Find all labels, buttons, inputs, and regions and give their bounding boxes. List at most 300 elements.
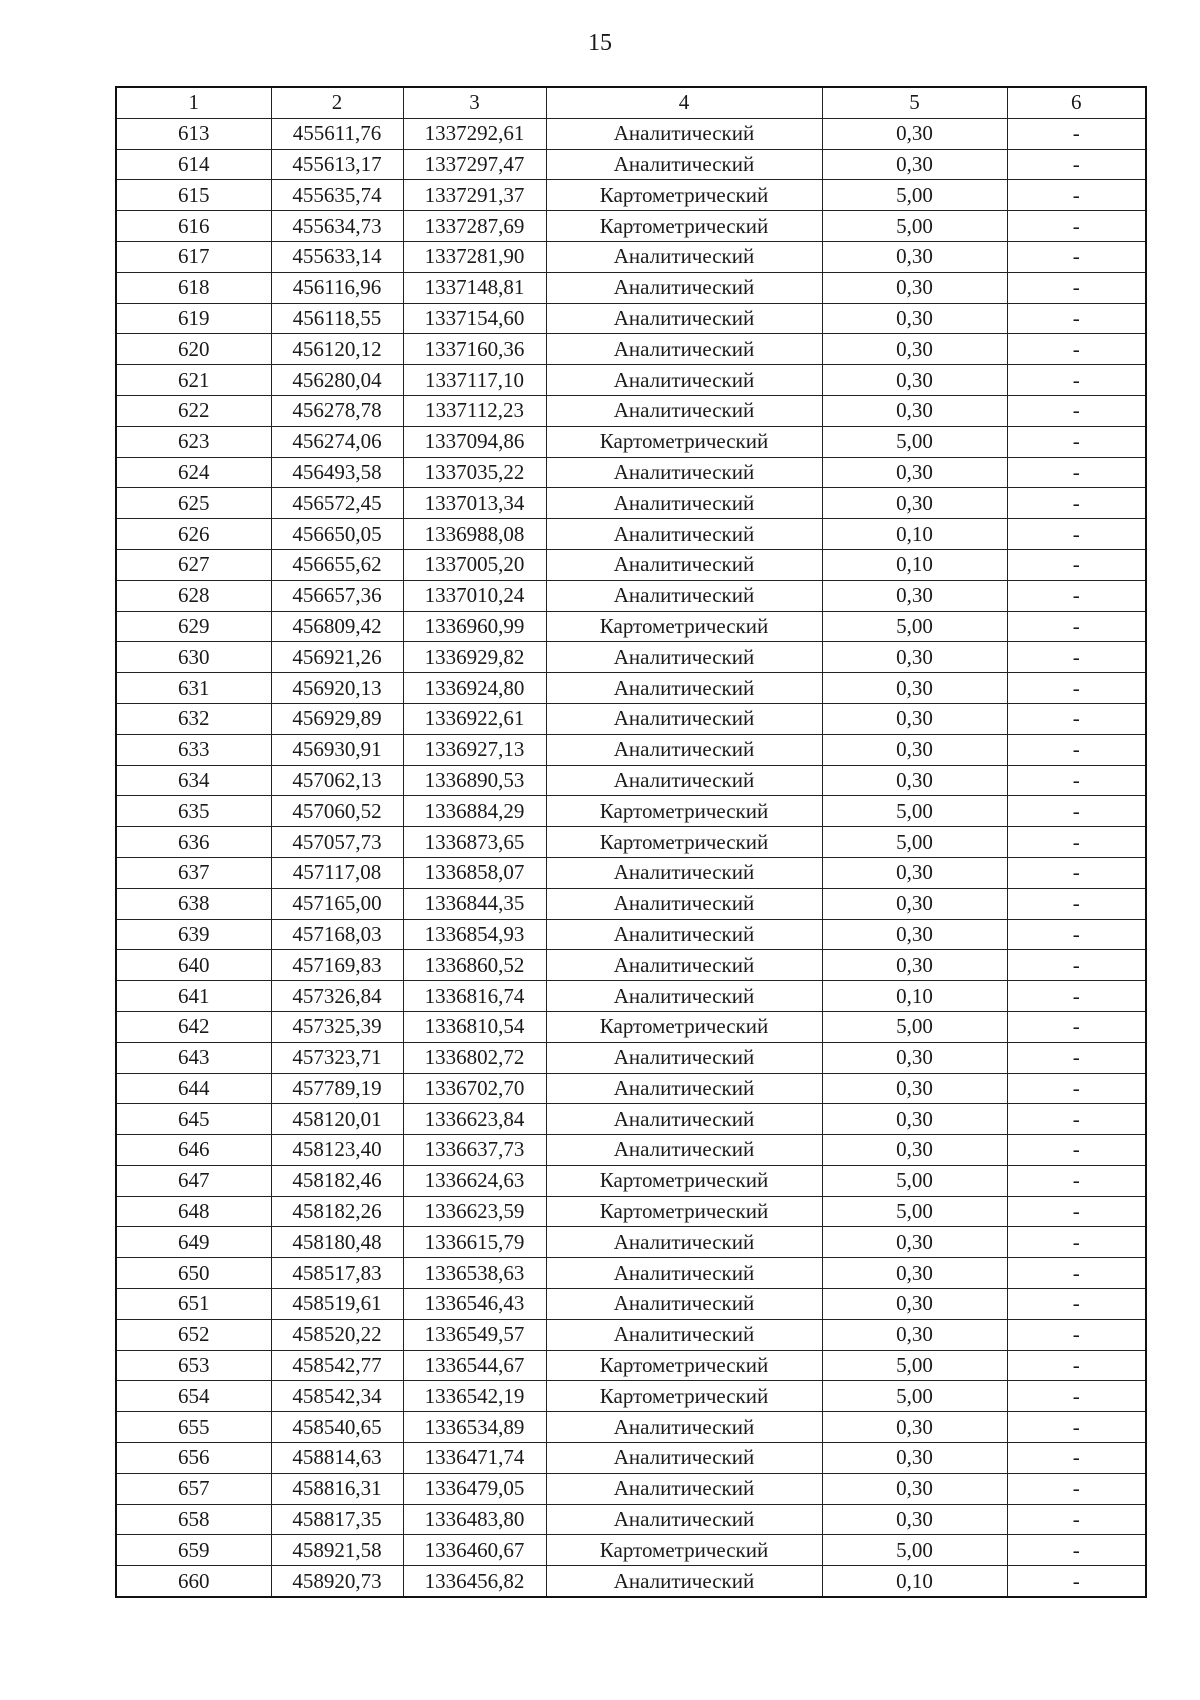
cell-note: - [1007, 211, 1146, 242]
cell-accuracy: 0,30 [822, 334, 1007, 365]
cell-accuracy: 5,00 [822, 1011, 1007, 1042]
cell-note: - [1007, 365, 1146, 396]
cell-note: - [1007, 519, 1146, 550]
cell-note: - [1007, 488, 1146, 519]
table-row [116, 611, 1146, 642]
cell-point-number: 652 [116, 1319, 271, 1350]
cell-method: Аналитический [546, 549, 822, 580]
cell-coord-x: 457117,08 [271, 857, 403, 888]
cell-note: - [1007, 272, 1146, 303]
cell-coord-x: 456920,13 [271, 673, 403, 704]
cell-accuracy: 5,00 [822, 1165, 1007, 1196]
cell-method: Картометрический [546, 827, 822, 858]
cell-coord-y: 1336929,82 [403, 642, 546, 673]
cell-coord-x: 456809,42 [271, 611, 403, 642]
cell-coord-x: 457323,71 [271, 1042, 403, 1073]
cell-point-number: 635 [116, 796, 271, 827]
cell-point-number: 650 [116, 1258, 271, 1289]
table-row [116, 1412, 1146, 1443]
table-row [116, 796, 1146, 827]
cell-note: - [1007, 1381, 1146, 1412]
table-row [116, 457, 1146, 488]
cell-method: Аналитический [546, 334, 822, 365]
cell-accuracy: 5,00 [822, 426, 1007, 457]
cell-point-number: 642 [116, 1011, 271, 1042]
cell-point-number: 647 [116, 1165, 271, 1196]
cell-accuracy: 0,30 [822, 457, 1007, 488]
cell-note: - [1007, 1135, 1146, 1166]
table-row [116, 580, 1146, 611]
cell-accuracy: 0,30 [822, 1073, 1007, 1104]
cell-accuracy: 0,30 [822, 1042, 1007, 1073]
cell-coord-y: 1336479,05 [403, 1473, 546, 1504]
cell-accuracy: 0,30 [822, 857, 1007, 888]
cell-accuracy: 5,00 [822, 796, 1007, 827]
cell-note: - [1007, 611, 1146, 642]
cell-note: - [1007, 919, 1146, 950]
cell-accuracy: 0,30 [822, 580, 1007, 611]
cell-note: - [1007, 888, 1146, 919]
cell-point-number: 634 [116, 765, 271, 796]
cell-method: Аналитический [546, 303, 822, 334]
cell-point-number: 629 [116, 611, 271, 642]
cell-accuracy: 5,00 [822, 180, 1007, 211]
cell-accuracy: 0,30 [822, 642, 1007, 673]
cell-coord-y: 1336702,70 [403, 1073, 546, 1104]
cell-accuracy: 0,30 [822, 1289, 1007, 1320]
cell-accuracy: 0,30 [822, 1443, 1007, 1474]
cell-accuracy: 0,30 [822, 1319, 1007, 1350]
cell-method: Аналитический [546, 1443, 822, 1474]
cell-point-number: 653 [116, 1350, 271, 1381]
cell-coord-y: 1336884,29 [403, 796, 546, 827]
cell-point-number: 655 [116, 1412, 271, 1443]
cell-coord-y: 1336483,80 [403, 1504, 546, 1535]
cell-coord-x: 456118,55 [271, 303, 403, 334]
cell-method: Аналитический [546, 1227, 822, 1258]
cell-coord-y: 1337117,10 [403, 365, 546, 396]
cell-note: - [1007, 580, 1146, 611]
cell-coord-y: 1337154,60 [403, 303, 546, 334]
cell-note: - [1007, 334, 1146, 365]
cell-note: - [1007, 1473, 1146, 1504]
cell-coord-y: 1337291,37 [403, 180, 546, 211]
header-col-3: 3 [403, 87, 546, 118]
table-row [116, 180, 1146, 211]
cell-coord-y: 1336873,65 [403, 827, 546, 858]
cell-note: - [1007, 827, 1146, 858]
table-row [116, 334, 1146, 365]
cell-accuracy: 0,30 [822, 1258, 1007, 1289]
cell-coord-x: 458921,58 [271, 1535, 403, 1566]
cell-point-number: 658 [116, 1504, 271, 1535]
table-row [116, 673, 1146, 704]
table-row [116, 1350, 1146, 1381]
table-row [116, 1073, 1146, 1104]
cell-point-number: 613 [116, 118, 271, 149]
cell-coord-y: 1337094,86 [403, 426, 546, 457]
cell-coord-y: 1336988,08 [403, 519, 546, 550]
cell-coord-y: 1337281,90 [403, 241, 546, 272]
cell-method: Картометрический [546, 1535, 822, 1566]
cell-note: - [1007, 642, 1146, 673]
cell-point-number: 633 [116, 734, 271, 765]
cell-coord-y: 1337013,34 [403, 488, 546, 519]
cell-note: - [1007, 241, 1146, 272]
page-number: 15 [588, 30, 612, 56]
cell-note: - [1007, 734, 1146, 765]
cell-note: - [1007, 1350, 1146, 1381]
cell-coord-x: 457057,73 [271, 827, 403, 858]
cell-note: - [1007, 1011, 1146, 1042]
cell-coord-x: 457165,00 [271, 888, 403, 919]
cell-note: - [1007, 180, 1146, 211]
cell-accuracy: 5,00 [822, 827, 1007, 858]
cell-coord-x: 458920,73 [271, 1566, 403, 1597]
table-row [116, 365, 1146, 396]
cell-method: Аналитический [546, 395, 822, 426]
cell-note: - [1007, 673, 1146, 704]
cell-point-number: 622 [116, 395, 271, 426]
cell-coord-y: 1336538,63 [403, 1258, 546, 1289]
table-row [116, 734, 1146, 765]
cell-coord-x: 458816,31 [271, 1473, 403, 1504]
cell-note: - [1007, 981, 1146, 1012]
cell-accuracy: 0,30 [822, 765, 1007, 796]
cell-accuracy: 0,30 [822, 395, 1007, 426]
cell-coord-x: 458540,65 [271, 1412, 403, 1443]
cell-coord-y: 1337005,20 [403, 549, 546, 580]
cell-coord-x: 456655,62 [271, 549, 403, 580]
cell-coord-y: 1337160,36 [403, 334, 546, 365]
cell-method: Аналитический [546, 642, 822, 673]
cell-coord-x: 458519,61 [271, 1289, 403, 1320]
cell-coord-y: 1336890,53 [403, 765, 546, 796]
cell-note: - [1007, 426, 1146, 457]
cell-note: - [1007, 149, 1146, 180]
cell-coord-y: 1336960,99 [403, 611, 546, 642]
table-body [116, 118, 1146, 1597]
table-row [116, 1535, 1146, 1566]
cell-method: Картометрический [546, 1381, 822, 1412]
cell-note: - [1007, 703, 1146, 734]
table-row [116, 857, 1146, 888]
cell-point-number: 639 [116, 919, 271, 950]
cell-note: - [1007, 1289, 1146, 1320]
cell-accuracy: 0,30 [822, 1412, 1007, 1443]
cell-point-number: 624 [116, 457, 271, 488]
table-row [116, 1566, 1146, 1597]
cell-coord-y: 1336534,89 [403, 1412, 546, 1443]
table-row [116, 488, 1146, 519]
cell-note: - [1007, 950, 1146, 981]
cell-coord-x: 457062,13 [271, 765, 403, 796]
cell-coord-x: 455613,17 [271, 149, 403, 180]
cell-method: Картометрический [546, 211, 822, 242]
cell-method: Аналитический [546, 365, 822, 396]
cell-method: Аналитический [546, 950, 822, 981]
table-row [116, 981, 1146, 1012]
cell-method: Картометрический [546, 1011, 822, 1042]
cell-coord-x: 456278,78 [271, 395, 403, 426]
cell-coord-y: 1336802,72 [403, 1042, 546, 1073]
cell-method: Картометрический [546, 1165, 822, 1196]
cell-accuracy: 0,10 [822, 981, 1007, 1012]
cell-coord-x: 455634,73 [271, 211, 403, 242]
cell-method: Аналитический [546, 1104, 822, 1135]
cell-point-number: 626 [116, 519, 271, 550]
table-row [116, 211, 1146, 242]
cell-coord-y: 1337287,69 [403, 211, 546, 242]
cell-coord-x: 457326,84 [271, 981, 403, 1012]
cell-point-number: 644 [116, 1073, 271, 1104]
cell-method: Аналитический [546, 673, 822, 704]
table-row [116, 888, 1146, 919]
table-row [116, 642, 1146, 673]
cell-accuracy: 5,00 [822, 211, 1007, 242]
cell-coord-x: 455633,14 [271, 241, 403, 272]
cell-method: Аналитический [546, 1258, 822, 1289]
cell-method: Аналитический [546, 519, 822, 550]
cell-point-number: 645 [116, 1104, 271, 1135]
cell-method: Аналитический [546, 272, 822, 303]
cell-method: Аналитический [546, 981, 822, 1012]
cell-coord-x: 458120,01 [271, 1104, 403, 1135]
cell-coord-x: 456657,36 [271, 580, 403, 611]
cell-point-number: 646 [116, 1135, 271, 1166]
cell-coord-y: 1336860,52 [403, 950, 546, 981]
cell-accuracy: 0,30 [822, 303, 1007, 334]
cell-coord-x: 456929,89 [271, 703, 403, 734]
cell-point-number: 638 [116, 888, 271, 919]
header-col-5: 5 [822, 87, 1007, 118]
cell-note: - [1007, 1566, 1146, 1597]
cell-point-number: 649 [116, 1227, 271, 1258]
cell-accuracy: 0,30 [822, 703, 1007, 734]
cell-method: Аналитический [546, 703, 822, 734]
cell-coord-x: 457325,39 [271, 1011, 403, 1042]
cell-point-number: 654 [116, 1381, 271, 1412]
cell-coord-x: 456274,06 [271, 426, 403, 457]
cell-note: - [1007, 457, 1146, 488]
cell-point-number: 618 [116, 272, 271, 303]
cell-accuracy: 0,30 [822, 919, 1007, 950]
cell-point-number: 631 [116, 673, 271, 704]
cell-coord-y: 1336549,57 [403, 1319, 546, 1350]
cell-method: Аналитический [546, 1473, 822, 1504]
cell-coord-x: 458542,77 [271, 1350, 403, 1381]
cell-coord-x: 457168,03 [271, 919, 403, 950]
cell-point-number: 641 [116, 981, 271, 1012]
cell-accuracy: 5,00 [822, 1535, 1007, 1566]
cell-method: Аналитический [546, 1073, 822, 1104]
cell-accuracy: 0,10 [822, 549, 1007, 580]
cell-coord-y: 1336460,67 [403, 1535, 546, 1566]
table-row [116, 1473, 1146, 1504]
cell-accuracy: 0,30 [822, 673, 1007, 704]
cell-point-number: 620 [116, 334, 271, 365]
table-row [116, 426, 1146, 457]
header-col-4: 4 [546, 87, 822, 118]
cell-accuracy: 0,30 [822, 1104, 1007, 1135]
cell-coord-x: 456921,26 [271, 642, 403, 673]
table-row [116, 519, 1146, 550]
cell-method: Картометрический [546, 611, 822, 642]
cell-coord-x: 458542,34 [271, 1381, 403, 1412]
cell-coord-x: 458817,35 [271, 1504, 403, 1535]
cell-coord-x: 456120,12 [271, 334, 403, 365]
cell-note: - [1007, 549, 1146, 580]
cell-method: Аналитический [546, 580, 822, 611]
cell-coord-y: 1336637,73 [403, 1135, 546, 1166]
cell-note: - [1007, 765, 1146, 796]
cell-coord-x: 458182,26 [271, 1196, 403, 1227]
cell-coord-y: 1336858,07 [403, 857, 546, 888]
cell-coord-y: 1336546,43 [403, 1289, 546, 1320]
cell-coord-x: 458182,46 [271, 1165, 403, 1196]
cell-method: Аналитический [546, 488, 822, 519]
cell-accuracy: 0,30 [822, 488, 1007, 519]
cell-coord-y: 1337112,23 [403, 395, 546, 426]
cell-point-number: 660 [116, 1566, 271, 1597]
cell-note: - [1007, 857, 1146, 888]
cell-coord-y: 1336624,63 [403, 1165, 546, 1196]
cell-method: Аналитический [546, 1319, 822, 1350]
cell-accuracy: 0,30 [822, 118, 1007, 149]
table-row [116, 395, 1146, 426]
cell-method: Аналитический [546, 118, 822, 149]
cell-coord-x: 456572,45 [271, 488, 403, 519]
table-row [116, 1196, 1146, 1227]
cell-coord-y: 1336922,61 [403, 703, 546, 734]
cell-coord-x: 458180,48 [271, 1227, 403, 1258]
cell-point-number: 656 [116, 1443, 271, 1474]
table-row [116, 1135, 1146, 1166]
cell-method: Аналитический [546, 1566, 822, 1597]
cell-accuracy: 0,30 [822, 149, 1007, 180]
cell-accuracy: 0,30 [822, 1504, 1007, 1535]
table-row [116, 149, 1146, 180]
cell-point-number: 657 [116, 1473, 271, 1504]
cell-coord-y: 1336544,67 [403, 1350, 546, 1381]
cell-coord-y: 1336456,82 [403, 1566, 546, 1597]
cell-accuracy: 0,30 [822, 734, 1007, 765]
cell-method: Аналитический [546, 149, 822, 180]
cell-accuracy: 0,30 [822, 1473, 1007, 1504]
cell-method: Картометрический [546, 426, 822, 457]
cell-point-number: 625 [116, 488, 271, 519]
cell-coord-x: 456930,91 [271, 734, 403, 765]
cell-coord-x: 458123,40 [271, 1135, 403, 1166]
cell-coord-x: 456116,96 [271, 272, 403, 303]
table-row [116, 272, 1146, 303]
cell-note: - [1007, 1504, 1146, 1535]
cell-method: Аналитический [546, 765, 822, 796]
cell-coord-x: 457169,83 [271, 950, 403, 981]
coordinates-table [115, 86, 1147, 1598]
cell-note: - [1007, 1535, 1146, 1566]
cell-coord-y: 1336927,13 [403, 734, 546, 765]
table-row [116, 1104, 1146, 1135]
table-row [116, 1289, 1146, 1320]
cell-accuracy: 0,30 [822, 241, 1007, 272]
cell-note: - [1007, 1443, 1146, 1474]
cell-point-number: 628 [116, 580, 271, 611]
table-row [116, 1258, 1146, 1289]
cell-coord-x: 456650,05 [271, 519, 403, 550]
cell-note: - [1007, 1165, 1146, 1196]
cell-coord-x: 455611,76 [271, 118, 403, 149]
cell-note: - [1007, 1196, 1146, 1227]
cell-method: Аналитический [546, 457, 822, 488]
cell-accuracy: 5,00 [822, 1381, 1007, 1412]
cell-accuracy: 5,00 [822, 1350, 1007, 1381]
table-row [116, 1165, 1146, 1196]
table-row [116, 765, 1146, 796]
cell-coord-y: 1336810,54 [403, 1011, 546, 1042]
cell-accuracy: 0,30 [822, 272, 1007, 303]
cell-method: Аналитический [546, 888, 822, 919]
cell-coord-y: 1336844,35 [403, 888, 546, 919]
cell-point-number: 615 [116, 180, 271, 211]
cell-method: Аналитический [546, 1135, 822, 1166]
cell-point-number: 621 [116, 365, 271, 396]
table-row [116, 1443, 1146, 1474]
cell-point-number: 648 [116, 1196, 271, 1227]
cell-note: - [1007, 1412, 1146, 1443]
cell-coord-y: 1336854,93 [403, 919, 546, 950]
cell-coord-x: 455635,74 [271, 180, 403, 211]
cell-method: Аналитический [546, 734, 822, 765]
cell-point-number: 614 [116, 149, 271, 180]
table-row [116, 703, 1146, 734]
cell-coord-x: 456280,04 [271, 365, 403, 396]
cell-method: Картометрический [546, 796, 822, 827]
table-row [116, 1227, 1146, 1258]
cell-coord-y: 1337010,24 [403, 580, 546, 611]
cell-point-number: 659 [116, 1535, 271, 1566]
cell-note: - [1007, 395, 1146, 426]
cell-note: - [1007, 303, 1146, 334]
cell-method: Аналитический [546, 857, 822, 888]
table-row [116, 1381, 1146, 1412]
cell-accuracy: 0,30 [822, 950, 1007, 981]
cell-point-number: 632 [116, 703, 271, 734]
table-row [116, 1042, 1146, 1073]
cell-point-number: 616 [116, 211, 271, 242]
cell-method: Картометрический [546, 180, 822, 211]
header-col-2: 2 [271, 87, 403, 118]
cell-coord-x: 458517,83 [271, 1258, 403, 1289]
cell-coord-y: 1337148,81 [403, 272, 546, 303]
cell-coord-y: 1336816,74 [403, 981, 546, 1012]
cell-note: - [1007, 1104, 1146, 1135]
cell-coord-x: 457789,19 [271, 1073, 403, 1104]
table-row [116, 919, 1146, 950]
cell-point-number: 630 [116, 642, 271, 673]
cell-method: Аналитический [546, 1042, 822, 1073]
cell-coord-y: 1337292,61 [403, 118, 546, 149]
cell-note: - [1007, 1073, 1146, 1104]
cell-point-number: 651 [116, 1289, 271, 1320]
cell-coord-x: 458814,63 [271, 1443, 403, 1474]
cell-method: Аналитический [546, 1412, 822, 1443]
cell-coord-y: 1336924,80 [403, 673, 546, 704]
cell-accuracy: 5,00 [822, 1196, 1007, 1227]
cell-point-number: 640 [116, 950, 271, 981]
cell-accuracy: 0,10 [822, 519, 1007, 550]
header-col-6: 6 [1007, 87, 1146, 118]
